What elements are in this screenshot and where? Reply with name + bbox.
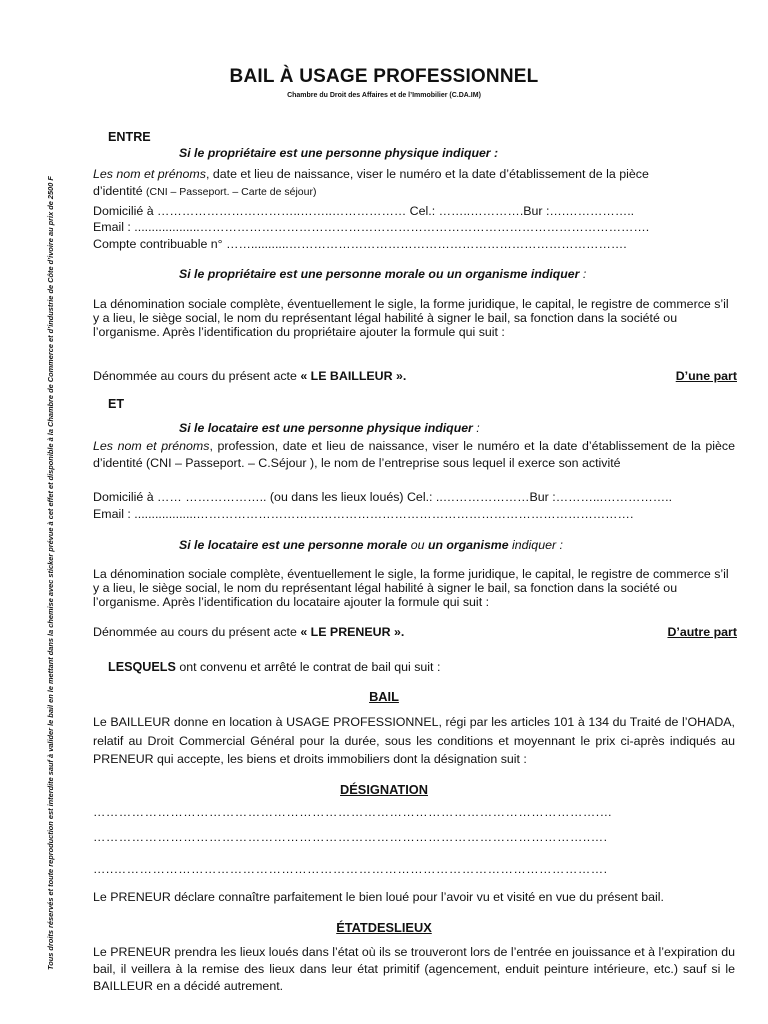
owner-id-types: (CNI – Passeport. – Carte de séjour): [146, 186, 317, 198]
bailleur-denomination: [93, 369, 406, 383]
lesquels-line: [108, 660, 440, 674]
tenant-moral-text: La dénomination sociale complète, éventuellement le sigle, la forme juridique, le capital, le registre de commerce s’il y a lieu, le siège social, le nom du représentant légal habilité à signer le bail, sa fonction dans la société ou l’organisme. Après l’identification du locataire ajouter la formule qui suit :: [93, 567, 729, 609]
second-part-label: D’autre part: [667, 625, 737, 639]
tenant-domicile-field: Domicilié à …… ……………….. (ou dans les lieux loués) Cel.: ..…………………Bur :………...……………..: [93, 490, 673, 504]
preneur-term: « LE PRENEUR ».: [300, 625, 405, 639]
tenant-moral-heading: [179, 538, 563, 552]
owner-moral-heading-text: Si le propriétaire est une personne morale ou un organisme indiquer: [179, 267, 580, 281]
document-title: BAIL À USAGE PROFESSIONNEL: [229, 66, 539, 87]
owner-physical-text-line1: , date et lieu de naissance, viser le numéro et la date d’établissement de la pièce: [205, 167, 649, 181]
first-part-label: D’une part: [675, 369, 737, 383]
owner-moral-text: La dénomination sociale complète, éventuellement le sigle, la forme juridique, le capital, le registre de commerce s’il y a lieu, le siège social, le nom du représentant légal habilité à signer le bail, sa fonction dans la société ou l’organisme. Après l’identification du propriétaire ajouter la formule qui suit :: [93, 297, 729, 339]
tenant-moral-heading-b: ou: [407, 538, 428, 552]
designation-line-1: ……………………………………………………………………………………………………….…: [93, 805, 613, 819]
tenant-moral-heading-c: un organisme: [427, 538, 509, 552]
tenant-physical-text-rest: , profession, date et lieu de naissance, viser le numéro et la date d’établissement de la pièce d’identité (CNI – Passeport. – C.Séjour ), le nom de l’entreprise sous lequel il exerce son activité: [93, 439, 735, 470]
owner-physical-text: [93, 166, 735, 183]
tenant-physical-text: [93, 438, 735, 472]
owner-id-line: [93, 184, 735, 198]
side-note: Tous droits réservés et toute reproduction est interdite sauf à valider le bail en le mettant dans la chemise avec sticker prévue à cet effet et disponible à la Chambre de Commerce et d’industrie de Côte d’ivoire au prix de 2500 F: [46, 176, 55, 970]
tenant-email-field: Email : ..................…………………………………………………………………………………………….: [93, 507, 634, 521]
tenant-physical-heading: [179, 421, 480, 435]
owner-tax-number-field: Compte contribuable n° ……...........……………………………………………………………………….: [93, 237, 627, 251]
bail-text: Le BAILLEUR donne en location à USAGE PROFESSIONNEL, régi par les articles 101 à 134 du Traité de l’OHADA, relatif au Droit Commercial Général pour la durée, sous les conditions et moyennant le prix ci-après indiqués au PRENEUR qui accepte, les biens et droits immobiliers dont la désignation suit :: [93, 715, 735, 766]
etat-des-lieux-heading: ÉTATDESLIEUX: [336, 920, 432, 935]
entre-label: ENTRE: [108, 130, 151, 144]
etat-des-lieux-text: Le PRENEUR prendra les lieux loués dans l’état où ils se trouveront lors de l’entrée en jouissance et à l’expiration du bail, il veillera à la remise des lieux dans leur état primitif (agencement, enduit peinture intérieure, etc.) sauf si le BAILLEUR en a décidé autrement.: [93, 945, 735, 993]
tenant-moral-heading-d: indiquer :: [508, 538, 563, 552]
tenant-name-label: Les nom et prénoms: [93, 439, 210, 453]
lesquels-text: ont convenu et arrêté le contrat de bail qui suit :: [175, 660, 441, 674]
lesquels-keyword: LESQUELS: [108, 660, 176, 674]
tenant-physical-heading-colon: :: [472, 421, 480, 435]
owner-email-field: Email : ...................……………………………………………………………………………………………….: [93, 220, 650, 234]
bail-heading: BAIL: [369, 689, 399, 704]
tenant-moral-heading-a: Si le locataire est une personne morale: [179, 538, 408, 552]
owner-physical-heading: Si le propriétaire est une personne physique indiquer :: [179, 146, 499, 160]
designation-line-2: ……………………………………………………………………………………………………..….: [93, 830, 608, 844]
document-subtitle: Chambre du Droit des Affaires et de l’Immobilier (C.DA.IM): [287, 92, 481, 99]
owner-moral-heading: [179, 267, 586, 281]
designation-text: Le PRENEUR déclare connaître parfaitement le bien loué pour l’avoir vu et visité en vue du présent bail.: [93, 890, 664, 904]
owner-domicile-field: Domicilié à ……………………………..……..……………… Cel.: ……..………….Bur :….……………..: [93, 204, 635, 218]
bailleur-term: « LE BAILLEUR ».: [300, 369, 407, 383]
owner-name-label: Les nom et prénoms: [93, 167, 206, 181]
bailleur-denomination-text: Dénommée au cours du présent acte: [93, 369, 301, 383]
owner-moral-heading-colon: :: [579, 267, 587, 281]
tenant-physical-heading-text: Si le locataire est une personne physique indiquer: [179, 421, 473, 435]
designation-line-3: …..…………………………………………………………………………………………………….: [93, 862, 608, 876]
designation-heading: DÉSIGNATION: [340, 782, 428, 797]
et-label: ET: [108, 397, 125, 411]
preneur-denomination-text: Dénommée au cours du présent acte: [93, 625, 301, 639]
preneur-denomination: [93, 625, 404, 639]
owner-id-label: d’identité: [93, 184, 147, 198]
